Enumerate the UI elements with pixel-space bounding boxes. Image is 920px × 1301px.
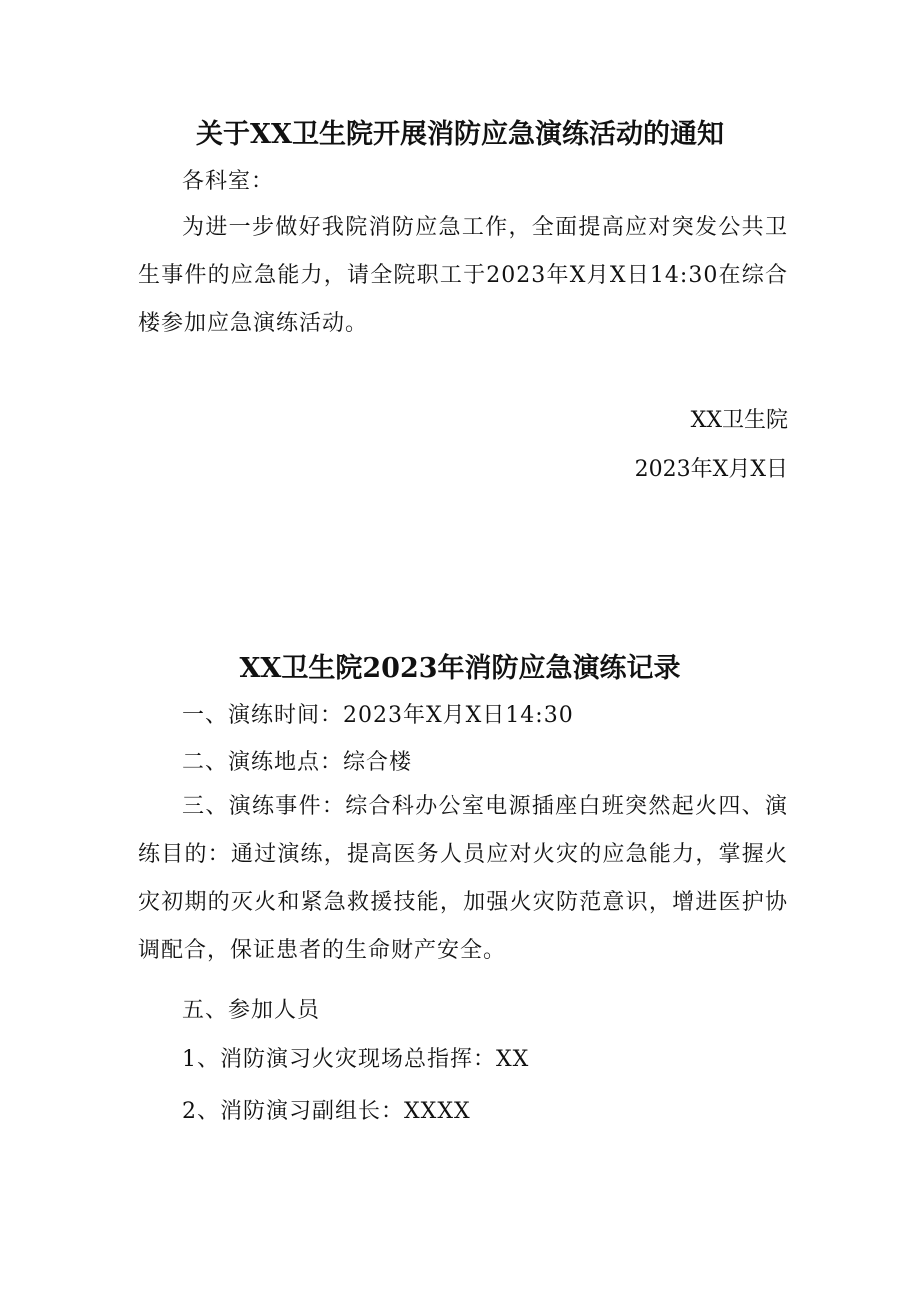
record-item-location: 二、演练地点：综合楼 xyxy=(182,750,413,775)
record-item-time: 一、演练时间：2023年X月X日14:30 xyxy=(182,703,574,728)
notice-signature: XX卫生院 xyxy=(690,408,788,433)
notice-title: 关于XX卫生院开展消防应急演练活动的通知 xyxy=(196,119,724,150)
participant-deputy-leader: 2、消防演习副组长：XXXX xyxy=(182,1099,471,1124)
record-item-event-and-purpose: 三、演练事件：综合科办公室电源插座白班突然起火四、演练目的：通过演练，提高医务人员应对火灾的应急能力，掌握火灾初期的灭火和紧急救援技能，加强火灾防范意识，增进医护协调配合，保证患者的生命财产安全。 xyxy=(138,794,788,963)
record-item-participants: 五、参加人员 xyxy=(182,998,321,1023)
participant-commander: 1、消防演习火灾现场总指挥：XX xyxy=(182,1047,530,1072)
notice-date: 2023年X月X日 xyxy=(634,457,788,482)
notice-salutation: 各科室： xyxy=(182,169,275,194)
record-title: XX卫生院2023年消防应急演练记录 xyxy=(239,653,681,684)
notice-body: 为进一步做好我院消防应急工作，全面提高应对突发公共卫生事件的应急能力，请全院职工于2023年X月X日14:30在综合楼参加应急演练活动。 xyxy=(138,215,788,336)
